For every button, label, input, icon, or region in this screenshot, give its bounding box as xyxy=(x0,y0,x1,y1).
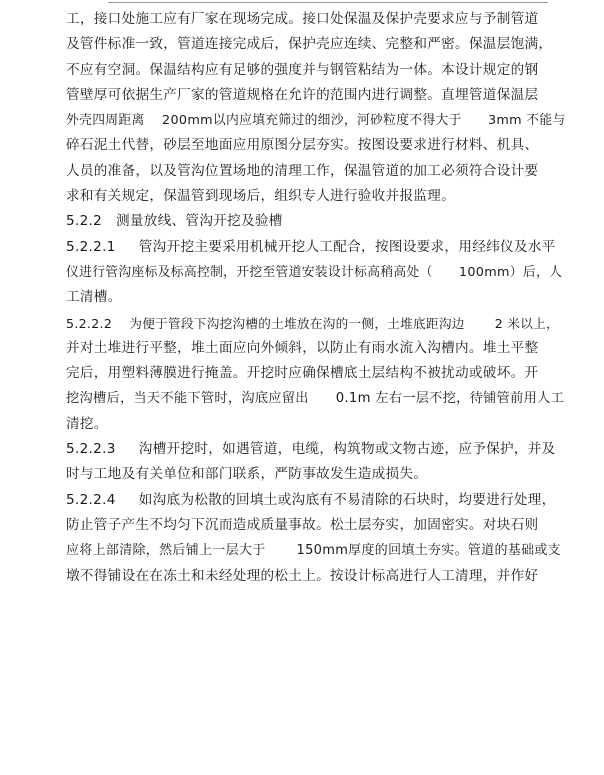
header-rule xyxy=(108,2,548,3)
paragraph-line: 管壁厚可依据生产厂家的管道规格在允许的范围内进行调整。直埋管道保温层 xyxy=(66,86,539,103)
clause-line: 5.2.2.4 如沟底为松散的回填土或沟底有不易清除的石块时，均要进行处理， xyxy=(66,491,556,508)
paragraph-line: 工清槽。 xyxy=(66,289,122,306)
paragraph-line: 时与工地及有关单位和部门联系，严防事故发生造成损失。 xyxy=(66,466,428,483)
paragraph-line: 不应有空洞。保温结构应有足够的强度并与钢管粘结为一体。本设计规定的钢 xyxy=(66,61,539,78)
paragraph-line: 并对土堆进行平整，堆土面应向外倾斜，以防止有雨水流入沟槽内。堆土平整 xyxy=(66,339,539,356)
paragraph-line: 应将上部清除，然后铺上一层大于 150mm厚度的回填土夯实。管道的基础或支 xyxy=(66,543,561,559)
clause-line: 5.2.2.3 沟槽开挖时，如遇管道，电缆，构筑物或文物古迹，应予保护，并及 xyxy=(66,441,556,458)
clause-line: 5.2.2.2 为便于管段下沟挖沟槽的土堆放在沟的一侧，土堆底距沟边 2 米以上， xyxy=(66,315,559,331)
paragraph-line: 防止管子产生不均匀下沉而造成质量事故。松土层夯实，加固密实。对块石则 xyxy=(66,516,539,533)
paragraph-line: 人员的准备，以及管沟位置场地的清理工作，保温管道的加工必须符合设计要 xyxy=(66,162,539,179)
paragraph-line: 碎石泥土代替，砂层至地面应用原图分层夯实。按图设要求进行材料、机具、 xyxy=(66,137,539,154)
paragraph-line: 墩不得铺设在在冻土和未经处理的松土上。按设计标高进行人工清理，并作好 xyxy=(66,567,539,584)
paragraph-line: 外壳四周距离 200mm以内应填充筛过的细沙，河砂粒度不得大于 3mm 不能与 xyxy=(66,113,566,129)
paragraph-line: 求和有关规定，保温管到现场后，组织专人进行验收并报监理。 xyxy=(66,188,456,205)
paragraph-line: 完后，用塑料薄膜进行掩盖。开挖时应确保槽底土层结构不被扰动或破坏。开 xyxy=(66,365,539,382)
paragraph-line: 工，接口处施工应有厂家在现场完成。接口处保温及保护壳要求应与予制管道 xyxy=(66,11,539,27)
paragraph-line: 仪进行管沟座标及标高控制，开挖至管道安装设计标高稍高处（ 100mm）后，人 xyxy=(66,264,563,280)
paragraph-line: 挖沟槽后，当天不能下管时，沟底应留出 0.1m 左右一层不挖，待铺管前用人工 xyxy=(66,391,565,407)
document-page xyxy=(66,7,566,589)
paragraph-line: 及管件标准一致，管道连接完成后，保护壳应连续、完整和严密。保温层饱满， xyxy=(66,36,553,53)
clause-line: 5.2.2.1 管沟开挖主要采用机械开挖人工配合，按图设要求，用经纬仪及水平 xyxy=(66,238,556,255)
paragraph-line: 清挖。 xyxy=(66,415,108,432)
section-heading: 5.2.2 测量放线、管沟开挖及验槽 xyxy=(66,213,283,230)
